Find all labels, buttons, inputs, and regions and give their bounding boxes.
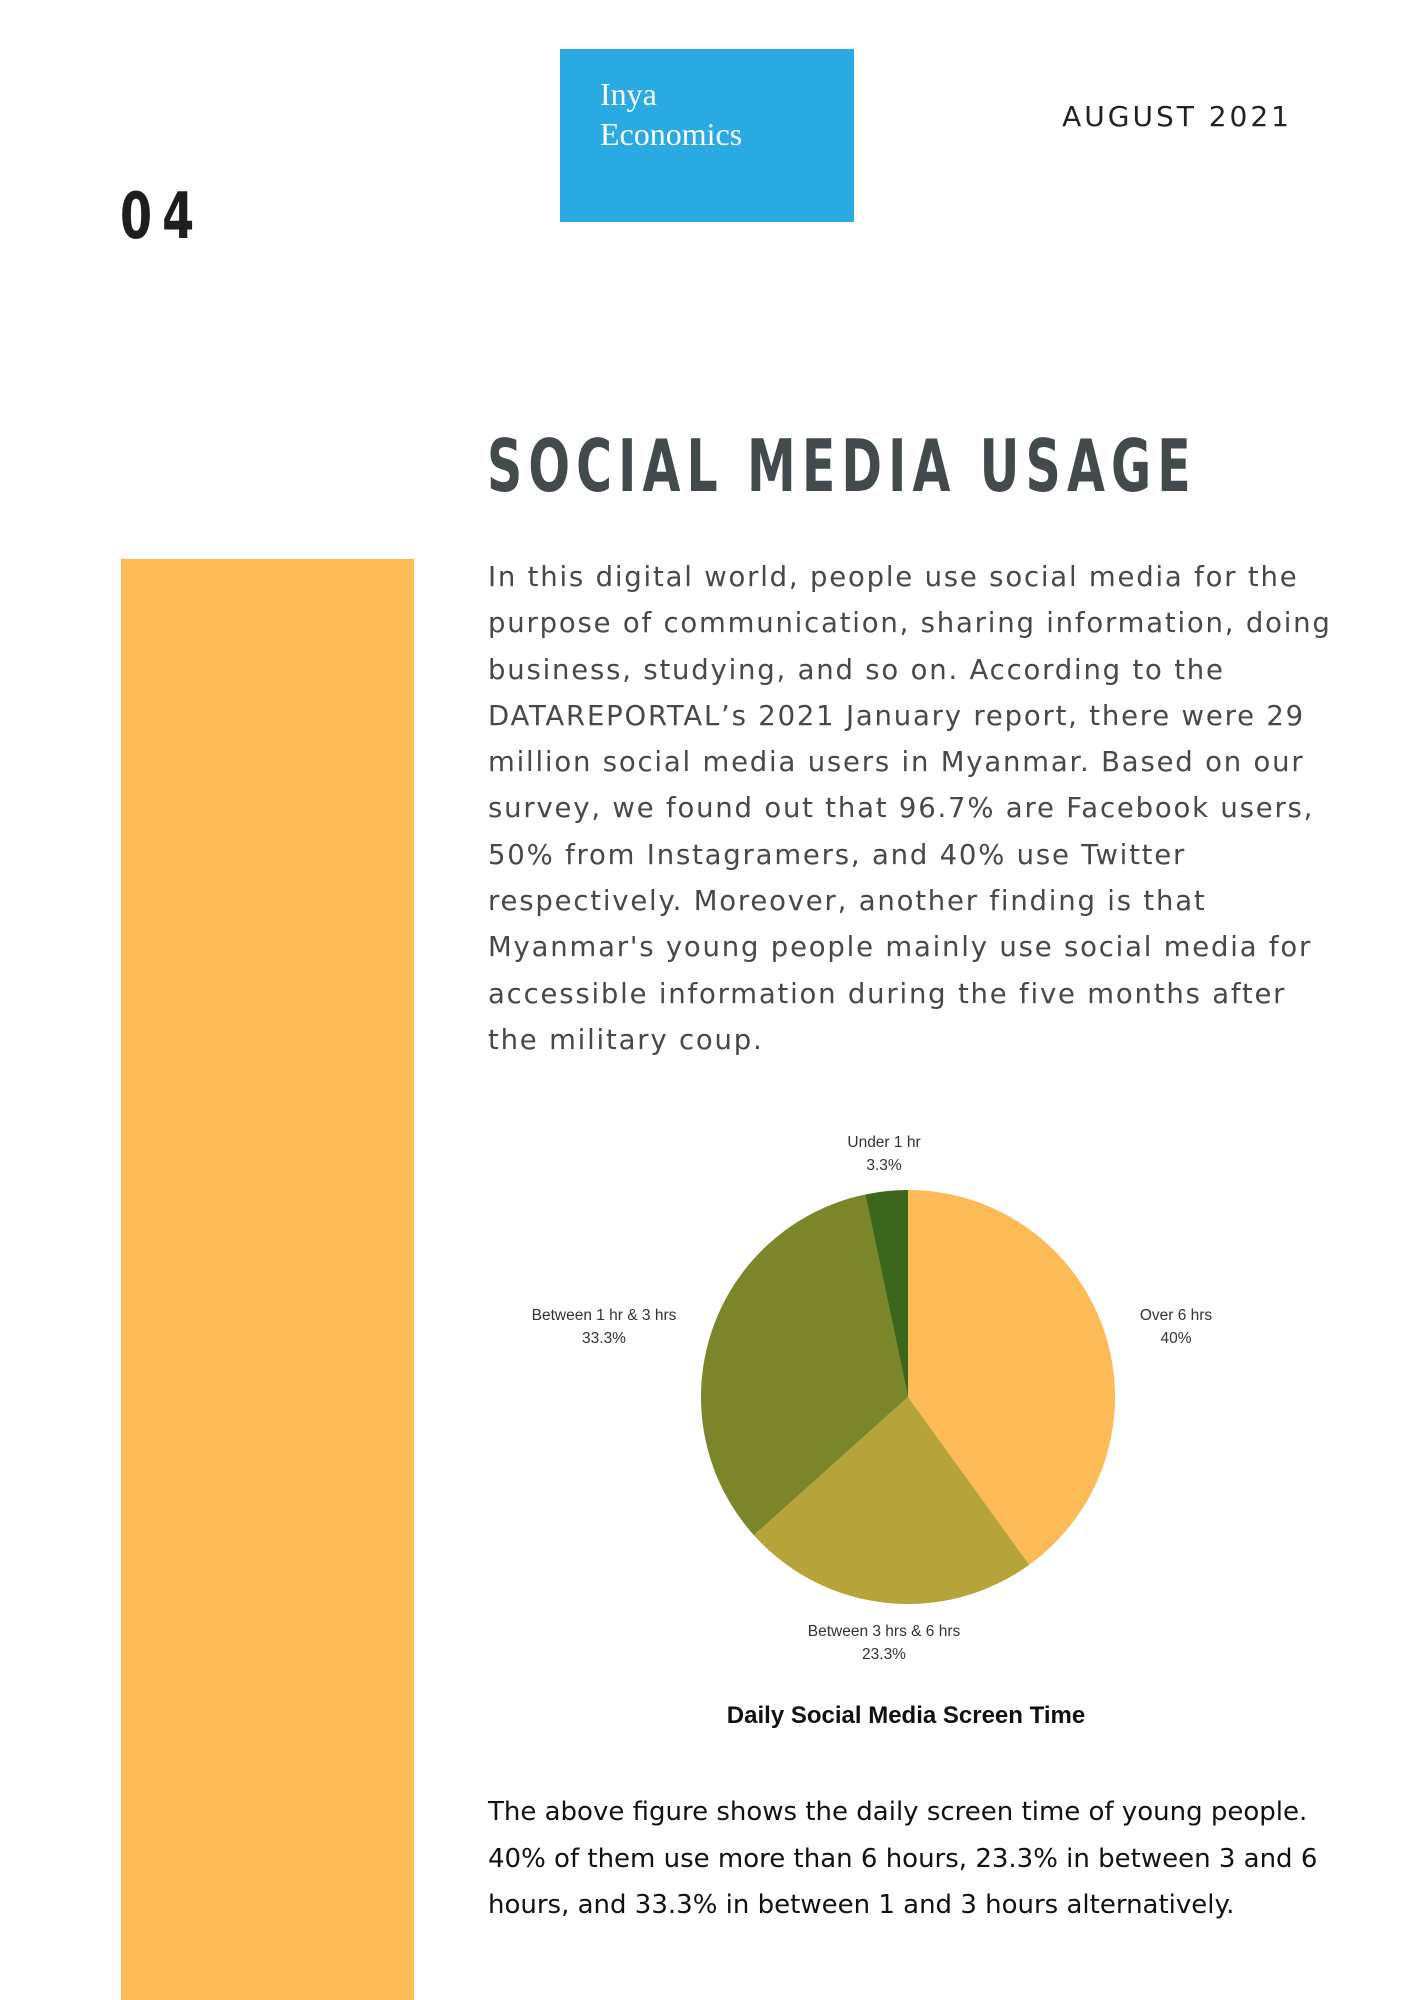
slice-value-label-3: 33.3% [582,1330,626,1347]
slice-value-label-1: 40% [1160,1330,1192,1347]
logo-text [600,74,742,154]
slice-label-2: Between 3 hrs & 6 hrs [807,1623,961,1640]
accent-bar [121,559,414,2000]
slice-label-1: Over 6 hrs [1139,1307,1213,1324]
chart-title: Daily Social Media Screen Time [726,1702,1086,1729]
slice-label-3: Between 1 hr & 3 hrs [531,1307,677,1324]
summary-paragraph: The above figure shows the daily screen time of young people. 40% of them use more than 6 hours, 23.3% in between 3 and 6 hours, and 33.3% in between 1 and 3 hours alternatively. [488,1797,1318,1920]
pie-chart [488,1120,1324,1680]
issue-date: AUGUST 2021 [1062,100,1292,133]
logo-line-2: Economics [600,116,743,152]
logo-line-1: Inya [600,76,657,112]
slice-value-label-4: 3.3% [866,1157,902,1174]
page-title: SOCIAL MEDIA USAGE [487,424,1197,508]
logo [560,49,854,222]
slice-value-label-2: 23.3% [862,1646,906,1663]
intro-paragraph: In this digital world, people use social media for the purpose of communication, sharing information, doing business, studying, and so on. According to the DATAREPORTAL’s 2021 January report, there were 29 million social media users in Myanmar. Based on our survey, we found out that 96.7% are Facebook users, 50% from Instagramers, and 40% use Twitter respectively. Moreover, another finding is that Myanmar's young people mainly use social media for accessible information during the five months after the military coup. [488,561,1332,1056]
slice-label-4: Under 1 hr [847,1134,921,1151]
page-number: 04 [120,180,205,254]
